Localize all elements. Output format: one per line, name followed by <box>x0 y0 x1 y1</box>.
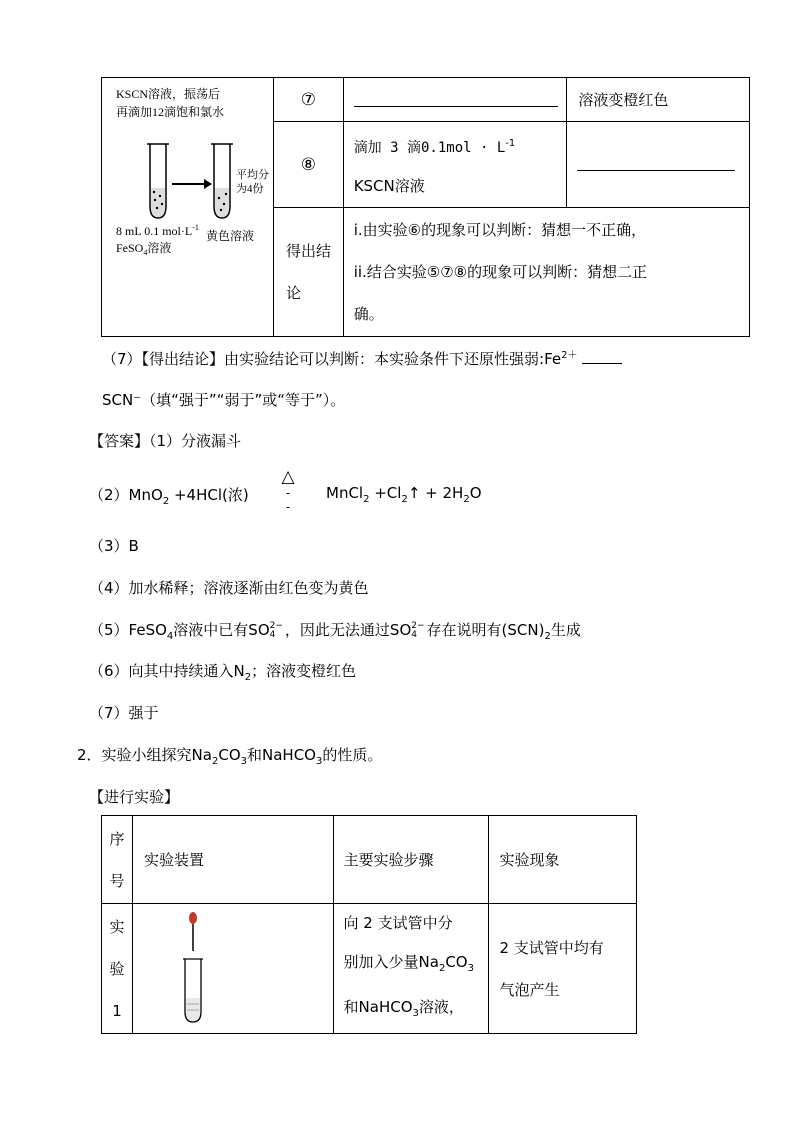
q2-part: 和NaHCO <box>247 746 316 764</box>
q2-sub: 3 <box>315 756 323 767</box>
row1-step-line1: 向 2 支试管中分 <box>343 914 453 932</box>
a5-sub: 4 <box>269 629 276 640</box>
header-device: 实验装置 <box>132 816 333 904</box>
row8-step <box>343 122 567 208</box>
answer-3: （3）B <box>89 537 139 555</box>
conclusion-label <box>274 208 344 337</box>
row1-steps <box>333 904 489 1034</box>
figure-label-yellow-solution: 黄色溶液 <box>206 229 255 243</box>
header-seq <box>102 816 133 904</box>
row1-seq-line2: 验 <box>109 959 125 978</box>
row8-step-line2: KSCN溶液 <box>353 176 425 195</box>
row8-step-line1: 滴加 3 滴0.1mol · L <box>353 139 506 156</box>
step-sub: 2 <box>438 963 446 974</box>
q2-part: CO <box>218 746 241 764</box>
q7-line2: SCN⁻（填“强于”“弱于”或“等于”）。 <box>102 391 346 409</box>
step-sub: 3 <box>412 1008 419 1019</box>
header-steps: 主要实验步骤 <box>333 816 489 904</box>
experiment-table-2 <box>101 815 637 1034</box>
answer-7: （7）强于 <box>89 704 159 722</box>
q2-sub: 2 <box>211 756 219 767</box>
conclusion-label-line1: 得出结 <box>286 242 332 261</box>
a5-sup: 2− <box>269 620 283 631</box>
row1-seq <box>102 904 133 1034</box>
a5-sub: 4 <box>166 631 174 642</box>
row8-step-sup: -1 <box>505 137 516 149</box>
row1-phen-line1: 2 支试管中均有 <box>499 938 604 957</box>
figure-label-divide-line1: 平均分 <box>236 169 269 181</box>
figure-label-solution-conc: 8 mL 0.1 $mol\cdot L^{-1}$ <box>116 223 199 238</box>
row1-phenomenon <box>489 904 637 1034</box>
a2-part: MnCl <box>326 484 364 502</box>
figure-label-divide-line2: 为4份 <box>236 183 264 195</box>
dropper-test-tube-figure <box>173 904 233 1029</box>
a5-part: 存在说明有(SCN) <box>426 621 545 639</box>
a2-sub: 2 <box>162 496 170 507</box>
step-part: CO <box>445 953 468 971</box>
q2-part: 的性质。 <box>322 746 383 764</box>
experiment-table-1 <box>101 77 750 337</box>
q2-sub: 3 <box>240 756 247 767</box>
figure-caption-line2: 再滴加12滴饱和氯水 <box>116 105 225 119</box>
row1-step-line2 <box>344 943 489 988</box>
a2-part: O <box>469 484 482 502</box>
a6-part: ；溶液变橙红色 <box>251 662 357 680</box>
a6-sub: 2 <box>244 672 252 683</box>
row1-seq-line3: 1 <box>112 1001 122 1020</box>
conclusion-line1: i.由实验⑥的现象可以判断：猜想一不正确， <box>353 221 647 240</box>
conclusion-line3: 确。 <box>353 305 384 324</box>
answer-5 <box>89 619 581 642</box>
header-seq-line1: 序 <box>109 829 125 848</box>
step-part: 和NaHCO <box>343 998 413 1016</box>
fill-blank[interactable] <box>582 349 622 364</box>
a2-sub: 2 <box>363 494 370 505</box>
step-part: 别加入少量Na <box>343 953 439 971</box>
a2-part: +4HCl(浓) <box>169 486 249 504</box>
q2-part: 2．实验小组探究Na <box>77 746 212 764</box>
fill-blank[interactable] <box>354 88 558 107</box>
apparatus-figure-cell <box>102 78 274 337</box>
question-7 <box>102 346 752 369</box>
a2-sub: 2 <box>401 494 408 505</box>
row8-number: ⑧ <box>274 122 344 208</box>
test-tube-figure <box>102 78 273 336</box>
a5-part: （5）FeSO <box>89 621 167 639</box>
answer-2-products <box>326 484 482 505</box>
q7-line1: （7）【得出结论】由实验结论可以判断：本实验条件下还原性强弱:Fe <box>102 350 562 368</box>
answer-4: （4）加水稀释；溶液逐渐由红色变为黄色 <box>89 579 369 597</box>
row1-phen-line2: 气泡产生 <box>499 980 560 999</box>
row7-number: ⑦ <box>274 78 344 122</box>
a5-part: 生成 <box>550 621 581 639</box>
q7-sup: 2＋ <box>561 350 578 361</box>
step-part: 溶液， <box>418 998 464 1016</box>
a5-part: 溶液中已有SO <box>173 621 270 639</box>
a2-part: +Cl <box>369 484 402 502</box>
row1-step-line3 <box>344 988 489 1033</box>
conclusion-label-line2: 论 <box>286 284 302 303</box>
header-seq-line2: 号 <box>109 871 125 890</box>
conclusion-text <box>343 208 749 337</box>
answer-title: 【答案】（1）分液漏斗 <box>89 432 242 450</box>
a5-part: ，因此无法通过SO <box>284 621 412 639</box>
answer-2 <box>89 484 249 507</box>
a5-sup: 2− <box>411 620 425 631</box>
question-2 <box>77 744 382 767</box>
reaction-condition <box>270 468 306 514</box>
conclusion-line2: ii.结合实验⑤⑦⑧的现象可以判断：猜想二正 <box>353 263 648 282</box>
section-heading: 【进行实验】 <box>89 788 180 806</box>
a2-sub: 2 <box>463 494 470 505</box>
fill-blank[interactable] <box>577 154 735 171</box>
equals-sign: - - <box>285 486 291 514</box>
a2-part: ↑ + 2H <box>407 484 464 502</box>
row7-step-blank <box>343 78 567 122</box>
header-phenomenon: 实验现象 <box>489 816 637 904</box>
row1-seq-line1: 实 <box>109 917 125 936</box>
answer-6 <box>89 660 356 683</box>
figure-caption-line1: KSCN溶液，振荡后 <box>116 87 221 101</box>
row1-device <box>132 904 333 1034</box>
a5-sub: 4 <box>411 629 417 640</box>
a5-sub: 2 <box>544 631 551 642</box>
a2-part: （2）MnO <box>89 486 163 504</box>
heat-triangle-icon: △ <box>281 467 295 487</box>
step-sub: 3 <box>467 963 474 974</box>
row8-result-blank <box>567 122 750 208</box>
figure-label-feso4: FeSO$_4$溶液 <box>116 241 172 257</box>
row7-result: 溶液变橙红色 <box>567 78 750 122</box>
a6-part: （6）向其中持续通入N <box>89 662 245 680</box>
